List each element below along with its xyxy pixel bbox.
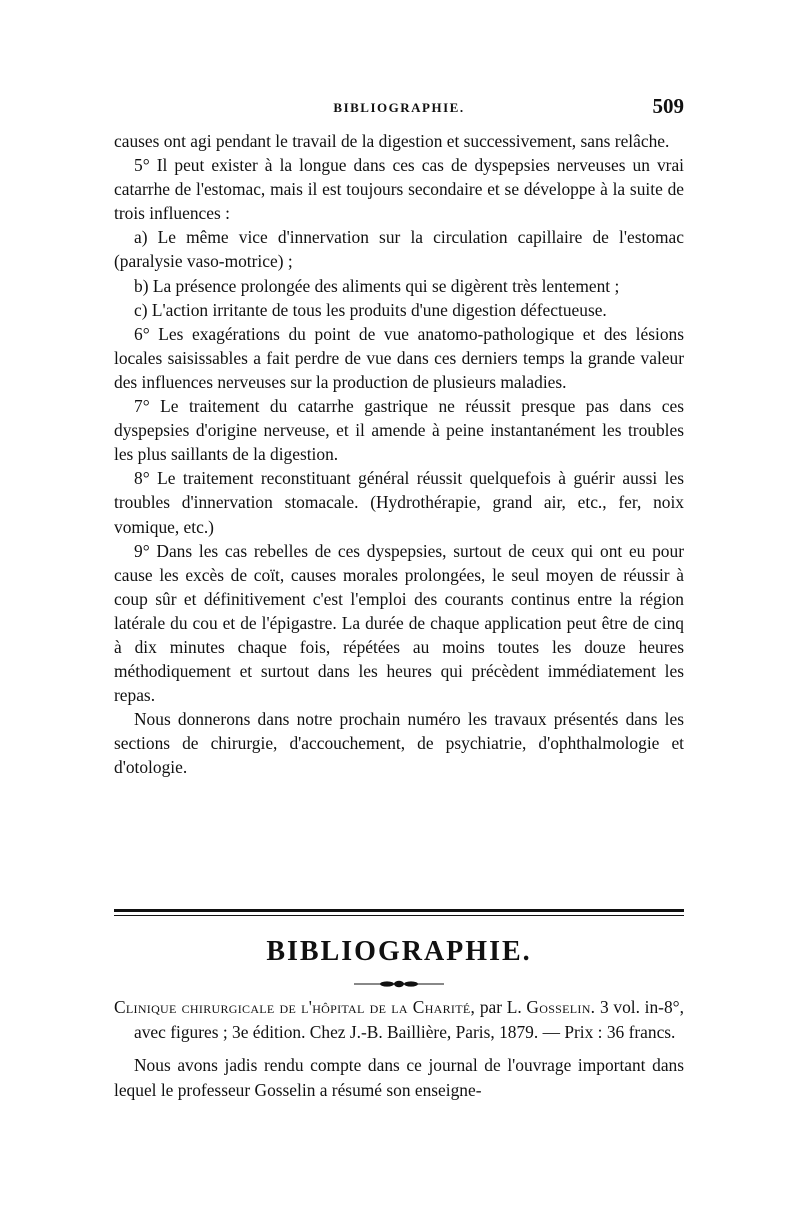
section-divider (114, 909, 684, 916)
paragraph-point-8: 8° Le traitement reconstituant général réussit quelquefois à guérir aussi les troubles d'innervation stomacale. (Hydrothérapie, grand air, etc., fer, noix vomique, etc.) (114, 468, 684, 537)
book-title: Clinique chirurgicale de l'hôpital de la Charité, (114, 997, 476, 1017)
paragraph-closing: Nous donnerons dans notre prochain numéro les travaux présentés dans les sections de chirurgie, d'accouchement, de psychiatrie, d'ophthalmologie et d'otologie. (114, 709, 684, 778)
paragraph-item-c: c) L'action irritante de tous les produits d'une digestion défectueuse. (134, 299, 607, 320)
publication-details: 3 vol. in-8°, avec figures ; 3e édition. Chez J.-B. Baillière, Paris, 1879. — Prix : 36 francs. (134, 997, 684, 1042)
divider-thick-rule (114, 909, 684, 912)
paragraph-point-7: 7° Le traitement du catarrhe gastrique ne réussit presque pas dans ces dyspepsies d'origine nerveuse, et il amende à peine instantanément les troubles les plus saillants de la digestion. (114, 396, 684, 465)
ornament-flourish-icon (354, 979, 444, 989)
paragraph: causes ont agi pendant le travail de la digestion et successivement, sans relâche. (114, 131, 670, 151)
paragraph-point-9: 9° Dans les cas rebelles de ces dyspepsies, surtout de ceux qui ont eu pour cause les excès de coït, causes morales prolongées, le seul moyen de réussir à coup sûr et définitivement c'est l'emploi des courants continus entre la région latérale du cou et de l'épigastre. La durée de chaque application peut être de cinq à dix minutes chaque fois, répétées au moins toutes les douze heures méthodiquement et surtout dans les heures qui précèdent immédiatement les repas. (114, 540, 684, 706)
running-head (114, 94, 684, 120)
author-name: Gosselin. (526, 997, 596, 1017)
review-paragraph: Nous avons jadis rendu compte dans ce journal de l'ouvrage important dans lequel le professeur Gosselin a résumé son enseigne- (114, 1055, 684, 1100)
paragraph-item-b: b) La présence prolongée des aliments qui se digèrent très lentement ; (134, 275, 620, 296)
divider-thin-rule (114, 915, 684, 916)
paragraph-point-5: 5° Il peut exister à la longue dans ces cas de dyspepsies nerveuses un vrai catarrhe de l'estomac, mais il est toujours secondaire et se développe à la suite de trois influences : (114, 155, 684, 224)
citation (114, 995, 684, 1044)
body-text (114, 129, 684, 780)
paragraph-item-a: a) Le même vice d'innervation sur la circulation capillaire de l'estomac (paralysie vaso-motrice) ; (114, 227, 684, 272)
bibliography-entry (114, 995, 684, 1102)
running-title: BIBLIOGRAPHIE. (333, 100, 465, 115)
section-title: BIBLIOGRAPHIE. (266, 936, 532, 967)
page-number: 509 (652, 94, 684, 118)
citation-by: par L. (479, 997, 522, 1017)
paragraph-point-6: 6° Les exagérations du point de vue anatomo-pathologique et des lésions locales saisissables a fait perdre de vue dans ces derniers temps la grande valeur des influences nerveuses sur la production de plusieurs maladies. (114, 323, 684, 392)
